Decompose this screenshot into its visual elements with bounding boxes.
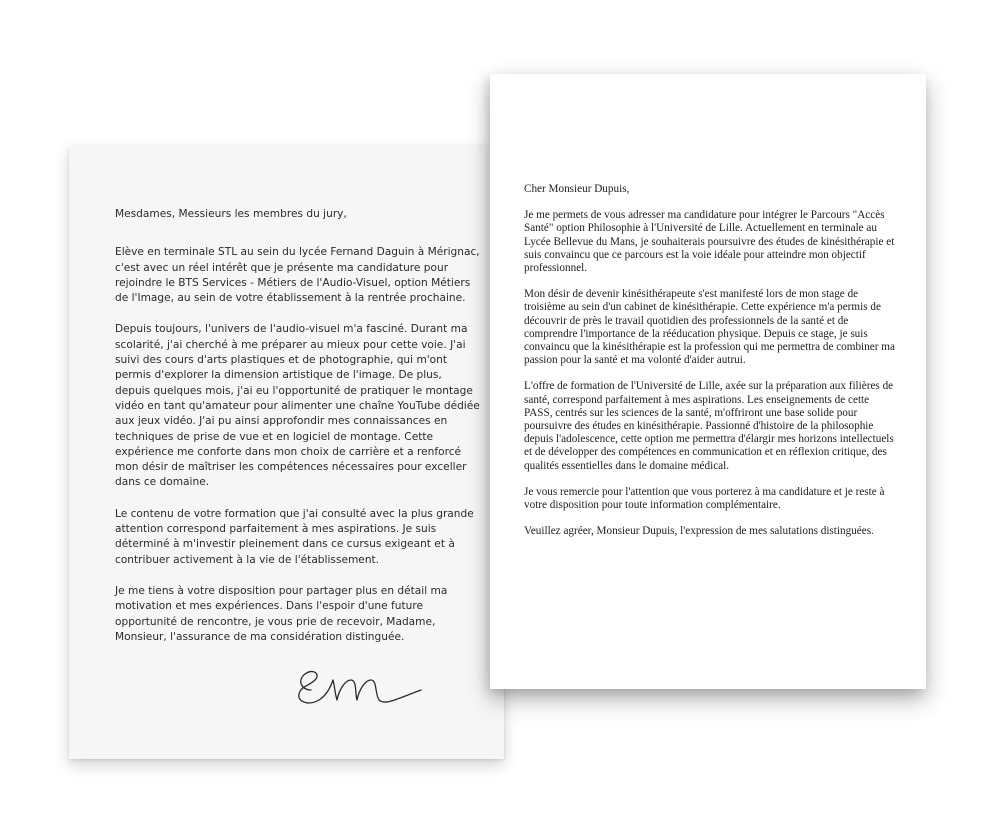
left-paragraph: Je me tiens à votre disposition pour partager plus en détail ma motivation et mes expériences. Dans l'espoir d'une future opportunité de rencontre, je vous prie de recevoir, Madame, Monsieur, l'assurance de ma considération distinguée. (115, 584, 448, 643)
letter-right (490, 74, 926, 689)
right-paragraph: Mon désir de devenir kinésithérapeute s'est manifesté lors de mon stage de troisième au sein d'un cabinet de kinésithérapie. Cette expérience m'a permis de découvrir de près le travail quotidien des professionnels de la santé et de comprendre l'importance de la rééducation physique. Depuis ce stage, je suis convaincu que la kinésithérapie est la profession qui me permettra de combiner ma passion pour la santé et ma volonté d'aider autrui. (524, 288, 895, 367)
right-paragraph: Veuillez agréer, Monsieur Dupuis, l'expression de mes salutations distinguées. (524, 525, 874, 538)
left-paragraph: Depuis toujours, l'univers de l'audio-visuel m'a fasciné. Durant ma scolarité, j'ai cherché à me préparer au mieux pour cette voie. J'ai suivi des cours d'arts plastiques et de photographie, qui m'ont permis d'explorer la dimension artistique de l'image. De plus, depuis quelques mois, j'ai eu l'opportunité de pratiquer le montage vidéo en tant qu'amateur pour alimenter une chaîne YouTube dédiée aux jeux vidéo. J'ai pu ainsi approfondir mes connaissances en techniques de prise de vue et en logiciel de montage. Cette expérience me conforte dans mon choix de carrière et a renforcé mon désir de maîtriser les compétences nécessaires pour exceller dans ce domaine. (115, 323, 480, 489)
left-paragraph: Le contenu de votre formation que j'ai consulté avec la plus grande attention correspond parfaitement à mes aspirations. Je suis déterminé à m'investir pleinement dans ce cursus exigeant et à contribuer activement à la vie de l'établissement. (115, 507, 474, 566)
letter-left (69, 146, 504, 759)
left-paragraph: Elève en terminale STL au sein du lycée Fernand Daguin à Mérignac, c'est avec un réel intérêt que je présente ma candidature pour rejoindre le BTS Services - Métiers de l'Audio-Visuel, option Métiers de l'Image, au sein de votre établissement à la rentrée prochaine. (115, 246, 480, 305)
right-paragraph: Je me permets de vous adresser ma candidature pour intégrer le Parcours "Accès Santé" option Philosophie à l'Université de Lille. Actuellement en terminale au Lycée Bellevue du Mans, je souhaiterais poursuivre des études de kinésithérapie et suis convaincu que ce parcours est la voie idéale pour atteindre mon objectif professionnel. (524, 209, 895, 275)
left-salutation: Mesdames, Messieurs les membres du jury, (115, 208, 347, 220)
right-salutation: Cher Monsieur Dupuis, (524, 183, 630, 195)
right-paragraph: Je vous remercie pour l'attention que vous porterez à ma candidature et je reste à votre disposition pour toute information complémentaire. (524, 485, 885, 512)
signature (291, 650, 441, 710)
right-paragraph: L'offre de formation de l'Université de Lille, axée sur la préparation aux filières de santé, correspond parfaitement à mes aspirations. Les enseignements de cette PASS, centrés sur les sciences de la santé, m'offriront une base solide pour poursuivre des études en kinésithérapie. Passionné d'histoire de la philosophie depuis l'adolescence, cette option me permettra d'élargir mes horizons intellectuels et de développer des compétences en communication et en réflexion critique, des qualités essentielles dans le domaine médical. (524, 380, 894, 472)
